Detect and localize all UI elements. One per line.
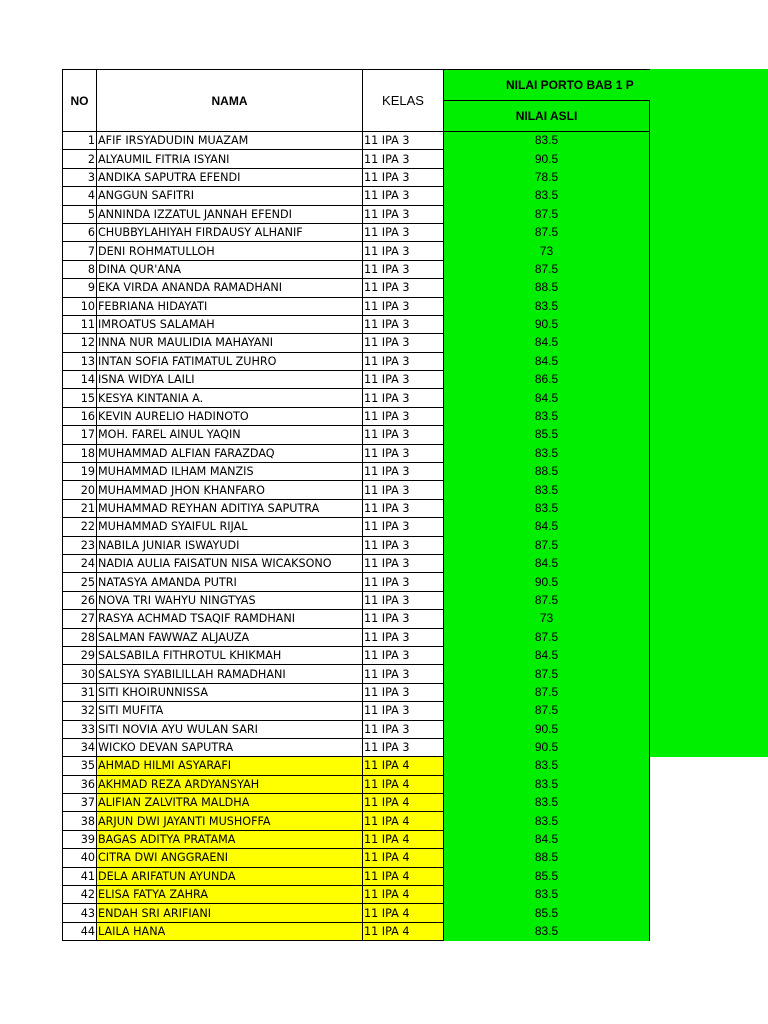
cell-nilai[interactable]: 84.5 bbox=[444, 352, 650, 370]
cell-nilai[interactable]: 85.5 bbox=[444, 426, 650, 444]
cell-no[interactable]: 17 bbox=[63, 426, 97, 444]
cell-nama[interactable]: NADIA AULIA FAISATUN NISA WICAKSONO bbox=[97, 554, 363, 572]
cell-no[interactable]: 18 bbox=[63, 444, 97, 462]
table-row bbox=[63, 775, 650, 793]
cell-kelas[interactable]: 11 IPA 4 bbox=[363, 794, 444, 812]
cell-kelas[interactable]: 11 IPA 3 bbox=[363, 573, 444, 591]
cell-no[interactable]: 25 bbox=[63, 573, 97, 591]
table-row bbox=[63, 702, 650, 720]
cell-kelas[interactable]: 11 IPA 3 bbox=[363, 315, 444, 333]
table-header bbox=[63, 70, 650, 132]
cell-no[interactable]: 14 bbox=[63, 371, 97, 389]
cell-kelas[interactable]: 11 IPA 3 bbox=[363, 205, 444, 223]
cell-nama[interactable]: MUHAMMAD ALFIAN FARAZDAQ bbox=[97, 444, 363, 462]
cell-nama[interactable]: BAGAS ADITYA PRATAMA bbox=[97, 830, 363, 848]
table-row bbox=[63, 426, 650, 444]
table-row bbox=[63, 168, 650, 186]
cell-no[interactable]: 36 bbox=[63, 775, 97, 793]
cell-nilai[interactable]: 84.5 bbox=[444, 518, 650, 536]
cell-kelas[interactable]: 11 IPA 4 bbox=[363, 904, 444, 922]
cell-no[interactable]: 39 bbox=[63, 830, 97, 848]
cell-kelas[interactable]: 11 IPA 3 bbox=[363, 334, 444, 352]
cell-nama[interactable]: INTAN SOFIA FATIMATUL ZUHRO bbox=[97, 352, 363, 370]
cell-kelas[interactable]: 11 IPA 3 bbox=[363, 168, 444, 186]
cell-nilai[interactable]: 73 bbox=[444, 242, 650, 260]
cell-nama[interactable]: ARJUN DWI JAYANTI MUSHOFFA bbox=[97, 812, 363, 830]
cell-kelas[interactable]: 11 IPA 4 bbox=[363, 849, 444, 867]
cell-kelas[interactable]: 11 IPA 3 bbox=[363, 720, 444, 738]
cell-nilai[interactable]: 84.5 bbox=[444, 830, 650, 848]
cell-nama[interactable]: EKA VIRDA ANANDA RAMADHANI bbox=[97, 279, 363, 297]
cell-no[interactable]: 28 bbox=[63, 628, 97, 646]
cell-nama[interactable]: NATASYA AMANDA PUTRI bbox=[97, 573, 363, 591]
cell-nilai[interactable]: 87.5 bbox=[444, 205, 650, 223]
cell-no[interactable]: 37 bbox=[63, 794, 97, 812]
cell-nama[interactable]: ALIFIAN ZALVITRA MALDHA bbox=[97, 794, 363, 812]
cell-nama[interactable]: FEBRIANA HIDAYATI bbox=[97, 297, 363, 315]
cell-nama[interactable]: WICKO DEVAN SAPUTRA bbox=[97, 738, 363, 756]
cell-kelas[interactable]: 11 IPA 3 bbox=[363, 646, 444, 664]
cell-kelas[interactable]: 11 IPA 4 bbox=[363, 867, 444, 885]
cell-nilai[interactable]: 90.5 bbox=[444, 573, 650, 591]
table-row bbox=[63, 867, 650, 885]
cell-nilai[interactable]: 85.5 bbox=[444, 904, 650, 922]
cell-no[interactable]: 35 bbox=[63, 757, 97, 775]
cell-nama[interactable]: ELISA FATYA ZAHRA bbox=[97, 886, 363, 904]
cell-nilai[interactable]: 83.5 bbox=[444, 481, 650, 499]
cell-nilai[interactable]: 83.5 bbox=[444, 499, 650, 517]
cell-kelas[interactable]: 11 IPA 4 bbox=[363, 886, 444, 904]
cell-kelas[interactable]: 11 IPA 4 bbox=[363, 830, 444, 848]
cell-no[interactable]: 44 bbox=[63, 922, 97, 940]
table-row bbox=[63, 150, 650, 168]
cell-kelas[interactable]: 11 IPA 4 bbox=[363, 757, 444, 775]
cell-nilai[interactable]: 90.5 bbox=[444, 738, 650, 756]
cell-nama[interactable]: AHMAD HILMI ASYARAFI bbox=[97, 757, 363, 775]
cell-no[interactable]: 4 bbox=[63, 187, 97, 205]
cell-kelas[interactable]: 11 IPA 3 bbox=[363, 223, 444, 241]
cell-no[interactable]: 40 bbox=[63, 849, 97, 867]
cell-nama[interactable]: DENI ROHMATULLOH bbox=[97, 242, 363, 260]
cell-nama[interactable]: INNA NUR MAULIDIA MAHAYANI bbox=[97, 334, 363, 352]
cell-kelas[interactable]: 11 IPA 3 bbox=[363, 371, 444, 389]
cell-kelas[interactable]: 11 IPA 3 bbox=[363, 738, 444, 756]
cell-nilai[interactable]: 73 bbox=[444, 610, 650, 628]
cell-nilai[interactable]: 87.5 bbox=[444, 536, 650, 554]
cell-kelas[interactable]: 11 IPA 3 bbox=[363, 389, 444, 407]
table-row bbox=[63, 665, 650, 683]
cell-kelas[interactable]: 11 IPA 3 bbox=[363, 628, 444, 646]
table-row bbox=[63, 886, 650, 904]
cell-kelas[interactable]: 11 IPA 3 bbox=[363, 352, 444, 370]
table-row bbox=[63, 904, 650, 922]
cell-no[interactable]: 24 bbox=[63, 554, 97, 572]
cell-no[interactable]: 5 bbox=[63, 205, 97, 223]
cell-nama[interactable]: NABILA JUNIAR ISWAYUDI bbox=[97, 536, 363, 554]
cell-no[interactable]: 1 bbox=[63, 132, 97, 150]
cell-nilai[interactable]: 88.5 bbox=[444, 849, 650, 867]
cell-kelas[interactable]: 11 IPA 3 bbox=[363, 536, 444, 554]
cell-no[interactable]: 34 bbox=[63, 738, 97, 756]
cell-nama[interactable]: CITRA DWI ANGGRAENI bbox=[97, 849, 363, 867]
header-nama[interactable]: NAMA bbox=[97, 70, 363, 132]
table-row bbox=[63, 463, 650, 481]
table-row bbox=[63, 297, 650, 315]
table-row bbox=[63, 499, 650, 517]
table-row bbox=[63, 315, 650, 333]
cell-kelas[interactable]: 11 IPA 3 bbox=[363, 463, 444, 481]
grade-table bbox=[62, 69, 650, 941]
cell-nama[interactable]: ANNINDA IZZATUL JANNAH EFENDI bbox=[97, 205, 363, 223]
cell-nilai[interactable]: 87.5 bbox=[444, 223, 650, 241]
cell-no[interactable]: 15 bbox=[63, 389, 97, 407]
table-row bbox=[63, 223, 650, 241]
cell-nilai[interactable]: 87.5 bbox=[444, 702, 650, 720]
cell-kelas[interactable]: 11 IPA 3 bbox=[363, 683, 444, 701]
table-row bbox=[63, 794, 650, 812]
cell-nama[interactable]: ALYAUMIL FITRIA ISYANI bbox=[97, 150, 363, 168]
cell-nilai[interactable]: 83.5 bbox=[444, 187, 650, 205]
cell-nilai[interactable]: 88.5 bbox=[444, 279, 650, 297]
cell-nilai[interactable]: 83.5 bbox=[444, 297, 650, 315]
cell-kelas[interactable]: 11 IPA 3 bbox=[363, 554, 444, 572]
cell-kelas[interactable]: 11 IPA 3 bbox=[363, 481, 444, 499]
cell-nama[interactable]: ENDAH SRI ARIFIANI bbox=[97, 904, 363, 922]
cell-nilai[interactable]: 88.5 bbox=[444, 463, 650, 481]
cell-no[interactable]: 38 bbox=[63, 812, 97, 830]
table-row bbox=[63, 757, 650, 775]
cell-no[interactable]: 41 bbox=[63, 867, 97, 885]
cell-kelas[interactable]: 11 IPA 3 bbox=[363, 591, 444, 609]
cell-no[interactable]: 22 bbox=[63, 518, 97, 536]
table-row bbox=[63, 242, 650, 260]
cell-no[interactable]: 21 bbox=[63, 499, 97, 517]
cell-nama[interactable]: SITI NOVIA AYU WULAN SARI bbox=[97, 720, 363, 738]
cell-nilai[interactable]: 87.5 bbox=[444, 628, 650, 646]
cell-nilai[interactable]: 83.5 bbox=[444, 812, 650, 830]
cell-nilai[interactable]: 83.5 bbox=[444, 886, 650, 904]
cell-no[interactable]: 13 bbox=[63, 352, 97, 370]
header-nilai-group[interactable]: NILAI PORTO BAB 1 P bbox=[444, 70, 650, 101]
cell-nilai[interactable]: 83.5 bbox=[444, 132, 650, 150]
table-row bbox=[63, 407, 650, 425]
cell-nilai[interactable]: 84.5 bbox=[444, 334, 650, 352]
cell-nilai[interactable]: 84.5 bbox=[444, 646, 650, 664]
table-row bbox=[63, 591, 650, 609]
cell-nilai[interactable]: 90.5 bbox=[444, 150, 650, 168]
cell-nilai[interactable]: 83.5 bbox=[444, 794, 650, 812]
table-row bbox=[63, 610, 650, 628]
cell-no[interactable]: 26 bbox=[63, 591, 97, 609]
table-row bbox=[63, 334, 650, 352]
header-nilai-asli[interactable]: NILAI ASLI bbox=[444, 101, 650, 132]
cell-no[interactable]: 33 bbox=[63, 720, 97, 738]
table-row bbox=[63, 260, 650, 278]
cell-kelas[interactable]: 11 IPA 3 bbox=[363, 150, 444, 168]
cell-nilai[interactable]: 85.5 bbox=[444, 867, 650, 885]
cell-nama[interactable]: ANGGUN SAFITRI bbox=[97, 187, 363, 205]
cell-kelas[interactable]: 11 IPA 3 bbox=[363, 242, 444, 260]
table-row bbox=[63, 279, 650, 297]
cell-nilai[interactable]: 87.5 bbox=[444, 683, 650, 701]
cell-nilai[interactable]: 87.5 bbox=[444, 591, 650, 609]
cell-nama[interactable]: SALSABILA FITHROTUL KHIKMAH bbox=[97, 646, 363, 664]
cell-nilai[interactable]: 83.5 bbox=[444, 407, 650, 425]
cell-kelas[interactable]: 11 IPA 4 bbox=[363, 812, 444, 830]
header-no[interactable]: NO bbox=[63, 70, 97, 132]
table-row bbox=[63, 573, 650, 591]
cell-nilai[interactable]: 83.5 bbox=[444, 444, 650, 462]
cell-no[interactable]: 10 bbox=[63, 297, 97, 315]
cell-no[interactable]: 9 bbox=[63, 279, 97, 297]
cell-nilai[interactable]: 83.5 bbox=[444, 775, 650, 793]
cell-nama[interactable]: IMROATUS SALAMAH bbox=[97, 315, 363, 333]
cell-kelas[interactable]: 11 IPA 3 bbox=[363, 297, 444, 315]
cell-nama[interactable]: NOVA TRI WAHYU NINGTYAS bbox=[97, 591, 363, 609]
cell-nama[interactable]: RASYA ACHMAD TSAQIF RAMDHANI bbox=[97, 610, 363, 628]
cell-kelas[interactable]: 11 IPA 3 bbox=[363, 260, 444, 278]
table-row bbox=[63, 205, 650, 223]
table-row bbox=[63, 812, 650, 830]
cell-nilai[interactable]: 87.5 bbox=[444, 665, 650, 683]
table-row bbox=[63, 481, 650, 499]
table-row bbox=[63, 830, 650, 848]
cell-kelas[interactable]: 11 IPA 4 bbox=[363, 922, 444, 940]
cell-nama[interactable]: SALMAN FAWWAZ ALJAUZA bbox=[97, 628, 363, 646]
cell-no[interactable]: 30 bbox=[63, 665, 97, 683]
cell-kelas[interactable]: 11 IPA 3 bbox=[363, 279, 444, 297]
cell-no[interactable]: 16 bbox=[63, 407, 97, 425]
cell-kelas[interactable]: 11 IPA 3 bbox=[363, 187, 444, 205]
cell-kelas[interactable]: 11 IPA 3 bbox=[363, 407, 444, 425]
table-body bbox=[63, 132, 650, 941]
table-row bbox=[63, 554, 650, 572]
table-row bbox=[63, 536, 650, 554]
cell-nama[interactable]: CHUBBYLAHIYAH FIRDAUSY ALHANIF bbox=[97, 223, 363, 241]
cell-kelas[interactable]: 11 IPA 3 bbox=[363, 610, 444, 628]
cell-nama[interactable]: DINA QUR'ANA bbox=[97, 260, 363, 278]
cell-kelas[interactable]: 11 IPA 3 bbox=[363, 444, 444, 462]
cell-nama[interactable]: KESYA KINTANIA A. bbox=[97, 389, 363, 407]
cell-nama[interactable]: LAILA HANA bbox=[97, 922, 363, 940]
cell-no[interactable]: 23 bbox=[63, 536, 97, 554]
table-row bbox=[63, 444, 650, 462]
cell-nama[interactable]: ISNA WIDYA LAILI bbox=[97, 371, 363, 389]
cell-no[interactable]: 27 bbox=[63, 610, 97, 628]
table-row bbox=[63, 352, 650, 370]
table-row bbox=[63, 389, 650, 407]
cell-nilai[interactable]: 90.5 bbox=[444, 720, 650, 738]
cell-kelas[interactable]: 11 IPA 3 bbox=[363, 702, 444, 720]
cell-no[interactable]: 19 bbox=[63, 463, 97, 481]
cell-nama[interactable]: MOH. FAREL AINUL YAQIN bbox=[97, 426, 363, 444]
cell-nilai[interactable]: 83.5 bbox=[444, 922, 650, 940]
cell-nilai[interactable]: 87.5 bbox=[444, 260, 650, 278]
cell-no[interactable]: 43 bbox=[63, 904, 97, 922]
cell-nama[interactable]: SITI KHOIRUNNISSA bbox=[97, 683, 363, 701]
table-row bbox=[63, 518, 650, 536]
cell-nama[interactable]: AKHMAD REZA ARDYANSYAH bbox=[97, 775, 363, 793]
cell-nama[interactable]: KEVIN AURELIO HADINOTO bbox=[97, 407, 363, 425]
table-row bbox=[63, 646, 650, 664]
cell-no[interactable]: 8 bbox=[63, 260, 97, 278]
table-row bbox=[63, 628, 650, 646]
cell-no[interactable]: 20 bbox=[63, 481, 97, 499]
cell-kelas[interactable]: 11 IPA 3 bbox=[363, 499, 444, 517]
cell-nilai[interactable]: 84.5 bbox=[444, 389, 650, 407]
cell-nama[interactable]: SALSYA SYABILILLAH RAMADHANI bbox=[97, 665, 363, 683]
cell-nilai[interactable]: 83.5 bbox=[444, 757, 650, 775]
cell-nama[interactable]: ANDIKA SAPUTRA EFENDI bbox=[97, 168, 363, 186]
cell-no[interactable]: 32 bbox=[63, 702, 97, 720]
cell-nama[interactable]: MUHAMMAD SYAIFUL RIJAL bbox=[97, 518, 363, 536]
cell-nama[interactable]: AFIF IRSYADUDIN MUAZAM bbox=[97, 132, 363, 150]
cell-no[interactable]: 31 bbox=[63, 683, 97, 701]
table-row bbox=[63, 738, 650, 756]
cell-no[interactable]: 12 bbox=[63, 334, 97, 352]
cell-nama[interactable]: MUHAMMAD JHON KHANFARO bbox=[97, 481, 363, 499]
cell-nilai[interactable]: 78.5 bbox=[444, 168, 650, 186]
cell-nama[interactable]: MUHAMMAD REYHAN ADITIYA SAPUTRA bbox=[97, 499, 363, 517]
spreadsheet bbox=[62, 69, 768, 941]
cell-kelas[interactable]: 11 IPA 3 bbox=[363, 132, 444, 150]
cell-kelas[interactable]: 11 IPA 4 bbox=[363, 775, 444, 793]
cell-no[interactable]: 7 bbox=[63, 242, 97, 260]
cell-nilai[interactable]: 84.5 bbox=[444, 554, 650, 572]
cell-kelas[interactable]: 11 IPA 3 bbox=[363, 426, 444, 444]
cell-no[interactable]: 42 bbox=[63, 886, 97, 904]
cell-nama[interactable]: SITI MUFITA bbox=[97, 702, 363, 720]
table-row bbox=[63, 371, 650, 389]
cell-kelas[interactable]: 11 IPA 3 bbox=[363, 665, 444, 683]
table-row bbox=[63, 922, 650, 940]
cell-no[interactable]: 29 bbox=[63, 646, 97, 664]
table-row bbox=[63, 132, 650, 150]
cell-no[interactable]: 11 bbox=[63, 315, 97, 333]
header-kelas[interactable]: KELAS bbox=[363, 70, 444, 132]
cell-nilai[interactable]: 86.5 bbox=[444, 371, 650, 389]
cell-nama[interactable]: DELA ARIFATUN AYUNDA bbox=[97, 867, 363, 885]
table-row bbox=[63, 683, 650, 701]
cell-kelas[interactable]: 11 IPA 3 bbox=[363, 518, 444, 536]
cell-nilai[interactable]: 90.5 bbox=[444, 315, 650, 333]
cell-no[interactable]: 3 bbox=[63, 168, 97, 186]
table-row bbox=[63, 187, 650, 205]
cell-no[interactable]: 2 bbox=[63, 150, 97, 168]
cell-no[interactable]: 6 bbox=[63, 223, 97, 241]
table-row bbox=[63, 720, 650, 738]
table-row bbox=[63, 849, 650, 867]
cell-nama[interactable]: MUHAMMAD ILHAM MANZIS bbox=[97, 463, 363, 481]
